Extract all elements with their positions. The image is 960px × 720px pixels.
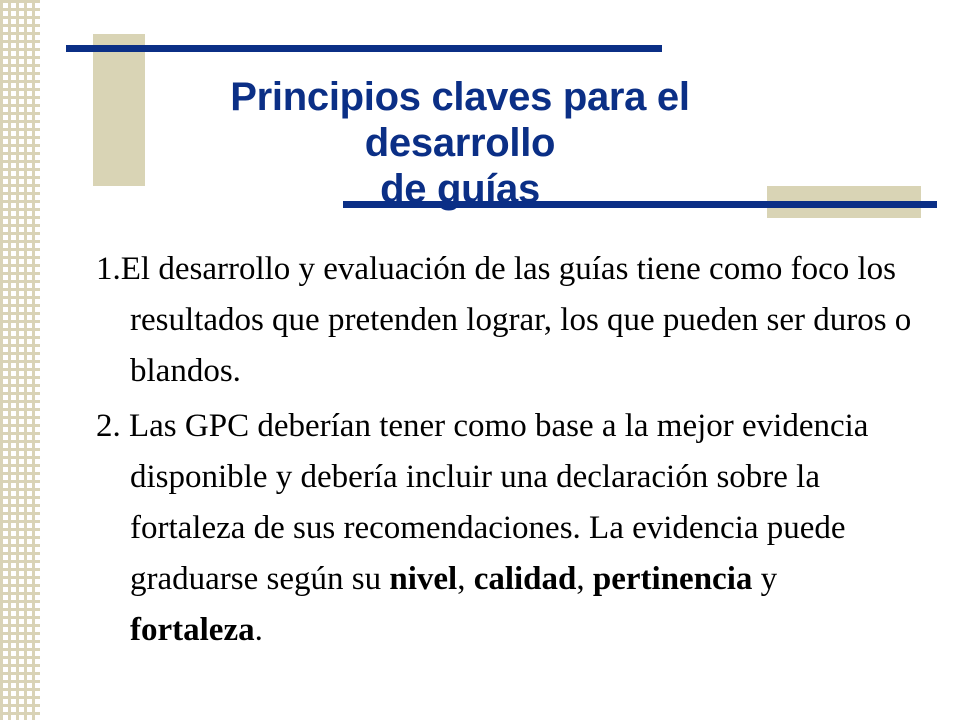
- slide-title: [155, 74, 765, 212]
- separator-1: ,: [457, 561, 474, 597]
- separator-2: ,: [576, 561, 593, 597]
- title-rule-top: [66, 45, 662, 52]
- slide-body: [96, 244, 916, 660]
- principle-2-end: .: [254, 612, 263, 648]
- slide-title-line-1: Principios claves para el desarrollo: [230, 75, 690, 165]
- term-nivel: nivel: [389, 561, 458, 597]
- title-accent-block-left: [93, 34, 145, 186]
- separator-3: y: [752, 561, 778, 597]
- term-pertinencia: pertinencia: [592, 561, 753, 597]
- principle-2: [96, 401, 916, 656]
- principle-1: 1.El desarrollo y evaluación de las guías tiene como foco los resultados que pretenden lograr, los que pueden ser duros o blandos.: [96, 251, 912, 389]
- term-fortaleza: fortaleza: [130, 612, 255, 648]
- slide-title-line-2: de guías: [380, 167, 540, 211]
- left-decorative-pattern: [0, 0, 40, 720]
- principle-2-text: 2. Las GPC deberían tener como base a la mejor evidencia disponible y debería incluir una declaración sobre la fortaleza de sus recomendaciones. La evidencia puede graduarse según su: [96, 408, 869, 597]
- term-calidad: calidad: [473, 561, 577, 597]
